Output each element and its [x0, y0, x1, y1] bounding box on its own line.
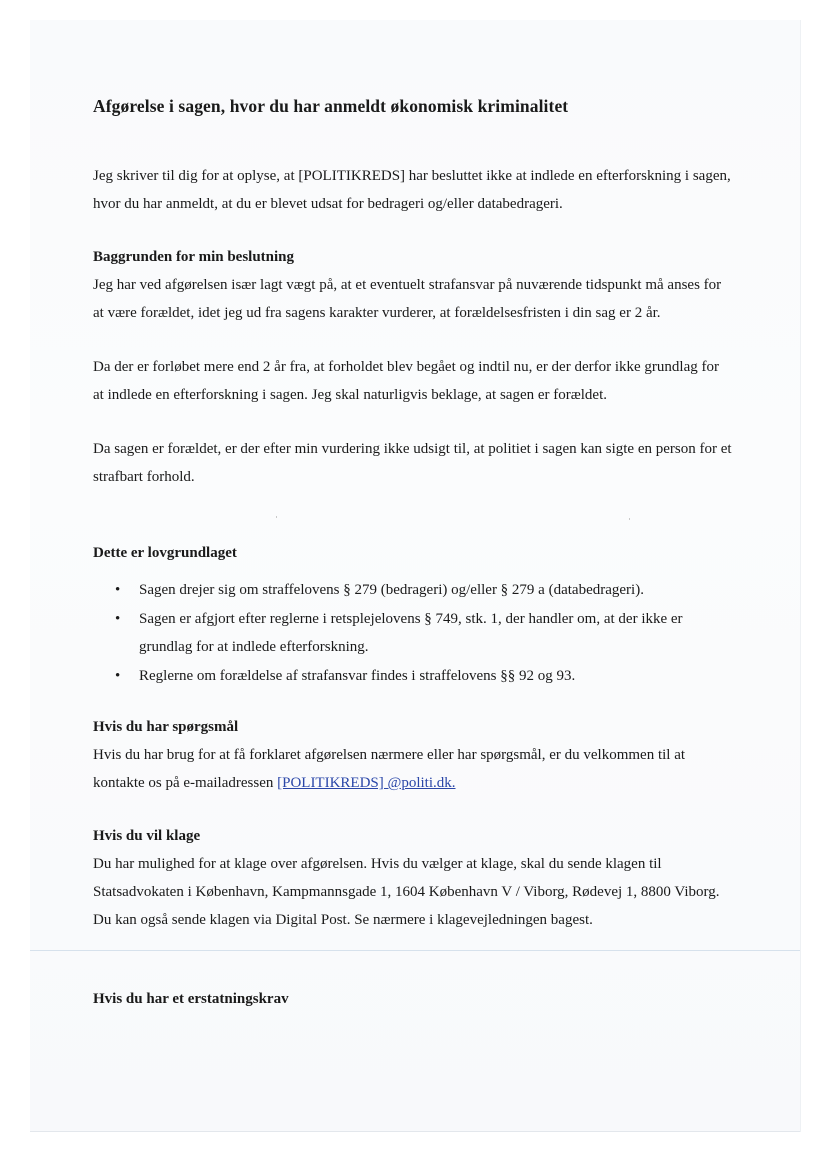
- law-list-item: [93, 605, 733, 661]
- email-link[interactable]: [POLITIKREDS] @politi.dk.: [277, 775, 456, 791]
- law-list-item: [93, 662, 733, 690]
- law-list: [93, 576, 733, 690]
- law-item-text: Sagen er afgjort efter reglerne i retsplejelovens § 749, stk. 1, der handler om, at der ikke er grundlag for at indlede efterforskning.: [139, 611, 683, 655]
- basis-paragraph-1: Jeg har ved afgørelsen især lagt vægt på, at et eventuelt strafansvar på nuværende tidspunkt må anses for at være forældet, idet jeg ud fra sagens karakter vurderer, at forældelsesfristen i din sag er 2 år.: [93, 277, 722, 321]
- bullet-icon: •: [115, 582, 121, 598]
- questions-heading: Hvis du har spørgsmål: [93, 719, 239, 735]
- law-item-text: Sagen drejer sig om straffelovens § 279 (bedrageri) og/eller § 279 a (databedrageri).: [139, 582, 644, 598]
- bullet-icon: •: [115, 611, 121, 627]
- questions-paragraph: [93, 741, 733, 797]
- questions-text: Hvis du har brug for at få forklaret afgørelsen nærmere eller har spørgsmål, er du velkommen til at kontakte os på e-mailadressen: [93, 747, 686, 791]
- scan-bottom-edge: [30, 1131, 800, 1132]
- complaint-heading: Hvis du vil klage: [93, 828, 201, 844]
- basis-paragraph-3: Da sagen er forældet, er der efter min vurdering ikke udsigt til, at politiet i sagen kan sigte en person for et strafbart forhold.: [93, 441, 732, 485]
- law-item-text: Reglerne om forældelse af strafansvar findes i straffelovens §§ 92 og 93.: [139, 668, 576, 684]
- complaint-paragraph: Du har mulighed for at klage over afgørelsen. Hvis du vælger at klage, skal du sende klagen til Statsadvokaten i København, Kampmannsgade 1, 1604 København V / Viborg, Rødevej 1, 8800 Viborg. Du kan også sende klagen via Digital Post. Se nærmere i klagevejledningen bagest.: [93, 856, 720, 928]
- compensation-heading: Hvis du har et erstatningskrav: [93, 991, 289, 1007]
- letter-body: [93, 92, 733, 934]
- bullet-icon: •: [115, 668, 121, 684]
- document-title: Afgørelse i sagen, hvor du har anmeldt økonomisk kriminalitet: [93, 96, 569, 116]
- law-list-item: [93, 576, 733, 604]
- law-heading: Dette er lovgrundlaget: [93, 545, 237, 561]
- basis-paragraph-2: Da der er forløbet mere end 2 år fra, at forholdet blev begået og indtil nu, er der derfor ikke grundlag for at indlede en efterforskning i sagen. Jeg skal naturligvis beklage, at sagen er forældet.: [93, 359, 719, 403]
- intro-paragraph: Jeg skriver til dig for at oplyse, at [POLITIKREDS] har besluttet ikke at indlede en efterforskning i sagen, hvor du har anmeldt, at du er blevet udsat for bedrageri og/eller databedrageri.: [93, 168, 731, 212]
- scan-fold-line: [30, 950, 800, 951]
- basis-heading: Baggrunden for min beslutning: [93, 249, 295, 265]
